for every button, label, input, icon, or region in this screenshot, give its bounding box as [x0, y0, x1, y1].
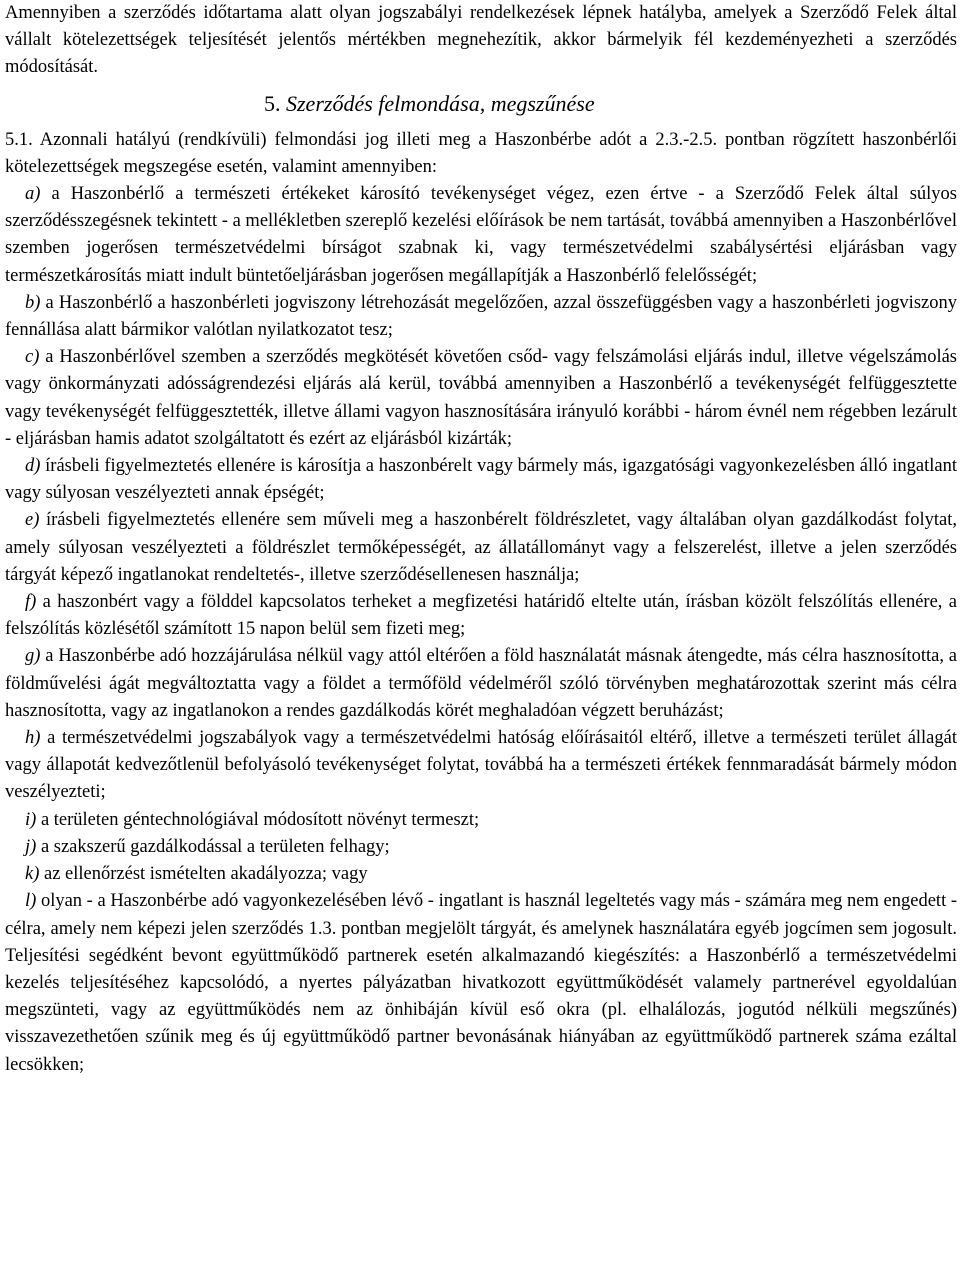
item-text: írásbeli figyelmeztetés ellenére is károsítja a haszonbérelt vagy bármely más, igazgatósági vagyonkezelésben álló ingatlant vagy súlyosan veszélyezteti annak épségét;	[5, 456, 957, 504]
item-text: a Haszonbérlő a haszonbérleti jogviszony létrehozását megelőzően, azzal összefüggésben vagy a haszonbérleti jogviszony fennállása alatt bármikor valótlan nyilatkozatot tesz;	[5, 292, 957, 341]
clause-5-1: 5.1. Azonnali hatályú (rendkívüli) felmondási jog illeti meg a Haszonbérbe adót a 2.3.-2.5. pontban rögzített haszonbérlői kötelezettségek megszegése esetén, valamint amennyiben:	[5, 129, 957, 177]
list-item-j	[5, 834, 957, 861]
item-label: f)	[25, 592, 37, 613]
item-text: a területen géntechnológiával módosított növényt termeszt;	[40, 809, 480, 830]
item-text: írásbeli figyelmeztetés ellenére sem műveli meg a haszonbérelt földrészletet, vagy általában olyan gazdálkodást folytat, amely súlyosan veszélyezteti a földrészlet termőképességét, az állatállományt vagy a felszerelést, illetve a jelen szerződés tárgyát képező ingatlanokat rendeltetés-, illetve szerződésellenesen használja;	[5, 510, 958, 585]
list-item-i	[5, 807, 957, 834]
list-item-g	[5, 643, 957, 725]
item-label: j)	[25, 836, 37, 857]
item-label: d)	[25, 456, 41, 477]
item-text: a Haszonbérlő a természeti értékeket károsító tevékenységet végez, ezen értve - a Szerződő Felek által súlyos szerződésszegésnek tekintett - a mellékletben szereplő kezelési előírások be nem tartását, továbbá amennyiben a Haszonbérlővel szemben jogerősen természetvédelmi bírságot szabnak ki, vagy természetvédelmi szabálysértési eljárásban vagy természetkárosítás miatt indult büntetőeljárásban jogerősen megállapítják a Haszonbérlő felelősségét;	[5, 184, 958, 286]
intro-paragraph: Amennyiben a szerződés időtartama alatt olyan jogszabályi rendelkezések lépnek hatályba, amelyek a Szerződő Felek által vállalt kötelezettségek teljesítését jelentős mértékben megnehezítik, akkor bármelyik fél kezdeményezheti a szerződés módosítását.	[5, 3, 957, 78]
section-number: 5.	[264, 90, 281, 116]
list-item-k	[5, 861, 957, 888]
item-label: g)	[25, 646, 41, 667]
item-label: a)	[25, 184, 41, 205]
item-label: h)	[25, 728, 41, 749]
item-label: k)	[25, 864, 40, 885]
item-text: olyan - a Haszonbérbe adó vagyonkezelésében lévő - ingatlant is használ legeltetés vagy más - számára meg nem engedett - célra, amely nem képezi jelen szerződés 1.3. pontban megjelölt tárgyát, és amelynek használatára egyéb jogcímen sem jogosult. Teljesítési segédként bevont együttműködő partnerek esetén alkalmazandó kiegészítés: a Haszonbérlő a természetvédelmi kezelés teljesítéséhez kapcsolódó, a nyertes pályázatban hivatkozott együttműködését valamely partnerével egyoldalúan megszünteti, vagy az együttműködés nem az önhibáján kívül eső okra (pl. elhalálozás, jogutód nélküli megszűnés) visszavezethetően szűnik meg és új együttműködő partner bevonásának hiányában az együttműködő partnerek száma ezáltal lecsökken;	[5, 891, 957, 1075]
item-label: e)	[25, 510, 40, 531]
section-title: Szerződés felmondása, megszűnése	[286, 90, 595, 116]
list-item-h	[5, 725, 957, 807]
section-heading	[5, 89, 957, 119]
list-item-a	[5, 181, 957, 290]
list-item-f	[5, 589, 957, 643]
list-item-l	[5, 888, 957, 1078]
item-text: a haszonbért vagy a földdel kapcsolatos terheket a megfizetési határidő eltelte után, írásban közölt felszólítás ellenére, a felszólítás közlésétől számított 15 napon belül sem fizeti meg;	[5, 592, 957, 640]
item-text: a Haszonbérlővel szemben a szerződés megkötését követően csőd- vagy felszámolási eljárás indul, illetve végelszámolás vagy önkormányzati adósságrendezési eljárás alá kerül, továbbá amennyiben a Haszonbérlő a tevékenységét felfüggesztette vagy tevékenységét felfüggesztették, illetve állami vagyon hasznosítására irányuló korábbi - három évnél nem régebben lezárult - eljárásban hamis adatot szolgáltatott és ezért az eljárásból kizárták;	[5, 347, 957, 449]
item-text: a természetvédelmi jogszabályok vagy a természetvédelmi hatóság előírásaitól eltérő, illetve a természeti terület állagát vagy állapotát kedvezőtlenül befolyásoló tevékenységet folytat, továbbá ha a természeti értékek fennmaradását bármely módon veszélyezteti;	[5, 728, 957, 803]
list-item-c	[5, 344, 957, 453]
list-item-d	[5, 453, 957, 507]
item-label: b)	[25, 292, 41, 313]
item-text: az ellenőrzést ismételten akadályozza; vagy	[44, 864, 368, 885]
item-text: a szakszerű gazdálkodással a területen felhagy;	[40, 836, 390, 857]
item-label: c)	[25, 347, 40, 368]
item-label: i)	[25, 809, 37, 830]
list-item-e	[5, 507, 957, 589]
item-text: a Haszonbérbe adó hozzájárulása nélkül vagy attól eltérően a föld használatát másnak átengedte, más célra hasznosította, a földművelési ágát megváltoztatta vagy a földet a termőföld védelméről szóló törvényben meghatározottak szerint más célra hasznosította, vagy az ingatlanokon a rendes gazdálkodás körét meghaladóan végzett beruházást;	[5, 646, 958, 721]
item-label: l)	[25, 891, 37, 912]
list-item-b	[5, 290, 957, 344]
document-page	[5, 0, 957, 1079]
